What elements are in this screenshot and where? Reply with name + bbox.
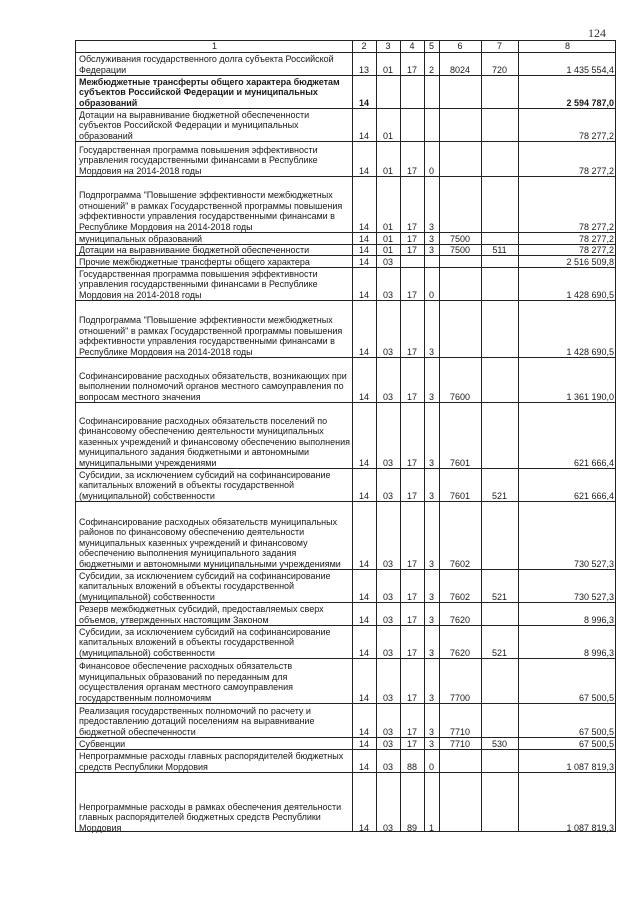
row-name: Субсидии, за исключением субсидий на софинансирование капитальных вложений в объекты государственной (муниципальной) собственности — [79, 469, 331, 501]
code-cell-c3: 03 — [382, 490, 393, 501]
code-cell-c6: 7620 — [449, 614, 471, 625]
amount-cell: 67 500,5 — [578, 692, 614, 703]
table-row — [76, 658, 615, 703]
code-cell-c2: 14 — [358, 692, 369, 703]
code-cell-c2: 14 — [358, 233, 369, 244]
code-cell-c3: 01 — [382, 245, 393, 255]
budget-table — [75, 40, 616, 832]
code-cell-c3: 03 — [382, 726, 393, 737]
row-name: Подпрограмма "Повышение эффективности межбюджетных отношений" в рамках Государственной программы повышения эффективности управления государственными финансами в Республике Мордовия на 2014-2018 годы — [79, 315, 343, 357]
row-name-cell — [76, 738, 352, 749]
code-cell-c2: 14 — [358, 221, 369, 232]
code-cell-c3: 01 — [382, 165, 393, 176]
row-name: Непрограммные расходы в рамках обеспечения деятельности главных распорядителей бюджетных средств Республики Мордовия — [79, 801, 342, 833]
code-cell-c3: 03 — [382, 457, 393, 468]
amount-cell: 78 277,2 — [578, 233, 614, 244]
amount-cell: 78 277,2 — [578, 165, 614, 176]
code-cell-c6: 7600 — [449, 391, 471, 402]
row-name-cell — [76, 704, 352, 737]
code-cell-c2: 14 — [358, 289, 369, 300]
code-cell-c2: 14 — [358, 822, 369, 833]
code-cell-c4: 17 — [406, 738, 417, 749]
row-name-cell — [76, 256, 352, 267]
code-cell-c7 — [481, 704, 518, 737]
table-row — [76, 402, 615, 468]
table-row — [76, 357, 615, 402]
table-row — [76, 108, 615, 141]
row-name-cell — [76, 626, 352, 658]
code-cell-c6 — [439, 268, 481, 300]
table-row — [76, 232, 615, 244]
amount-cell: 621 666,4 — [573, 457, 614, 468]
row-name: муниципальных образований — [79, 233, 203, 244]
code-cell-c7: 521 — [491, 591, 508, 602]
code-cell-c3: 03 — [382, 289, 393, 300]
code-cell-c7 — [481, 403, 518, 468]
code-cell-c5: 3 — [428, 221, 434, 232]
amount-cell: 8 996,3 — [583, 614, 614, 625]
code-cell-c6: 7620 — [449, 647, 471, 658]
code-cell-c4 — [400, 76, 424, 108]
table-row — [76, 176, 615, 232]
amount-cell: 1 428 690,5 — [566, 346, 614, 357]
row-name-cell — [76, 301, 352, 357]
code-cell-c2: 14 — [358, 130, 369, 141]
amount-cell: 730 527,3 — [573, 591, 614, 602]
row-name-cell — [76, 76, 352, 108]
row-name: Дотации на выравнивание бюджетной обеспеченности — [79, 245, 310, 255]
code-cell-c7 — [481, 502, 518, 569]
amount-cell: 1 428 690,5 — [566, 289, 614, 300]
code-cell-c6 — [439, 76, 481, 108]
code-cell-c6 — [439, 142, 481, 176]
row-name: Подпрограмма "Повышение эффективности межбюджетных отношений" в рамках Государственной программы повышения эффективности управления государственными финансами в Республике Мордовия на 2014-2018 годы — [79, 190, 343, 232]
amount-cell: 78 277,2 — [578, 245, 614, 255]
code-cell-c3: 03 — [382, 738, 393, 749]
code-cell-c2: 14 — [358, 761, 369, 772]
code-cell-c3: 03 — [382, 391, 393, 402]
table-row — [76, 267, 615, 300]
code-cell-c2: 13 — [358, 64, 369, 75]
row-name-cell — [76, 502, 352, 569]
code-cell-c4: 17 — [406, 490, 417, 501]
code-cell-c7 — [481, 659, 518, 703]
code-cell-c2: 14 — [358, 490, 369, 501]
amount-cell: 8 996,3 — [583, 647, 614, 658]
table-row — [76, 75, 615, 108]
row-name: Государственная программа повышения эффективности управления государственными финансами в Республике Мордовия на 2014-2018 годы — [79, 268, 318, 300]
code-cell-c4: 89 — [406, 822, 417, 833]
code-cell-c4: 17 — [406, 614, 417, 625]
amount-cell: 67 500,5 — [578, 738, 614, 749]
code-cell-c3: 03 — [382, 256, 393, 267]
code-cell-c5: 0 — [428, 165, 434, 176]
column-header: 5 — [428, 41, 434, 52]
code-cell-c7: 530 — [491, 738, 508, 749]
code-cell-c5: 0 — [428, 761, 434, 772]
row-name-cell — [76, 469, 352, 501]
code-cell-c6 — [439, 301, 481, 357]
code-cell-c4: 17 — [406, 346, 417, 357]
code-cell-c3: 01 — [382, 64, 393, 75]
row-name-cell — [76, 750, 352, 772]
page-number: 124 — [588, 26, 606, 40]
code-cell-c3: 03 — [382, 761, 393, 772]
code-cell-c6: 7601 — [449, 490, 471, 501]
code-cell-c3: 01 — [382, 221, 393, 232]
table-row — [76, 468, 615, 501]
code-cell-c7 — [481, 603, 518, 625]
row-name-cell — [76, 659, 352, 703]
code-cell-c3: 03 — [382, 822, 393, 833]
code-cell-c2: 14 — [358, 97, 369, 108]
code-cell-c4: 17 — [406, 647, 417, 658]
code-cell-c7 — [481, 109, 518, 141]
code-cell-c7 — [481, 142, 518, 176]
row-name: Государственная программа повышения эффективности управления государственными финансами в Республике Мордовия на 2014-2018 годы — [79, 144, 318, 176]
row-name-cell — [76, 53, 352, 75]
code-cell-c4: 17 — [406, 457, 417, 468]
code-cell-c5: 3 — [428, 726, 434, 737]
table-row — [76, 749, 615, 772]
code-cell-c3: 03 — [382, 614, 393, 625]
code-cell-c2: 14 — [358, 457, 369, 468]
row-name-cell — [76, 245, 352, 255]
code-cell-c4: 17 — [406, 692, 417, 703]
code-cell-c4: 88 — [406, 761, 417, 772]
table-row — [76, 501, 615, 569]
amount-cell: 78 277,2 — [578, 130, 614, 141]
code-cell-c5 — [424, 109, 439, 141]
row-name: Финансовое обеспечение расходных обязательств муниципальных образований по переданным для осуществления органам местного самоуправления государственным полномочиям — [79, 661, 293, 703]
code-cell-c5: 3 — [428, 490, 434, 501]
code-cell-c5: 3 — [428, 591, 434, 602]
row-name-cell — [76, 142, 352, 176]
table-row — [76, 569, 615, 602]
code-cell-c7 — [481, 301, 518, 357]
row-name: Софинансирование расходных обязательств, возникающих при выполнении полномочий органов местного самоуправления по вопросам местного значения — [79, 370, 347, 402]
code-cell-c6 — [439, 109, 481, 141]
table-row — [76, 602, 615, 625]
code-cell-c4: 17 — [406, 245, 417, 255]
code-cell-c3: 01 — [382, 130, 393, 141]
code-cell-c4: 17 — [406, 391, 417, 402]
code-cell-c4: 17 — [406, 726, 417, 737]
column-header: 4 — [409, 41, 415, 52]
table-row — [76, 255, 615, 267]
amount-cell: 67 500,5 — [578, 726, 614, 737]
row-name: Межбюджетные трансферты общего характера бюджетам субъектов Российской Федерации и муниципальных образований — [79, 76, 340, 108]
code-cell-c3: 03 — [382, 647, 393, 658]
row-name-cell — [76, 773, 352, 833]
code-cell-c2: 14 — [358, 738, 369, 749]
row-name: Субвенции — [79, 738, 126, 749]
code-cell-c6: 7602 — [449, 591, 471, 602]
code-cell-c5: 3 — [428, 245, 434, 255]
row-name: Дотации на выравнивание бюджетной обеспеченности субъектов Российской Федерации и муниципальных образований — [79, 109, 310, 141]
row-name-cell — [76, 403, 352, 468]
code-cell-c5 — [424, 256, 439, 267]
amount-cell: 1 361 190,0 — [566, 391, 614, 402]
code-cell-c5: 3 — [428, 558, 434, 569]
row-name: Резерв межбюджетных субсидий, предоставляемых сверх объемов, утвержденных настоящим Законом — [79, 604, 324, 625]
code-cell-c7: 521 — [491, 647, 508, 658]
code-cell-c5: 2 — [428, 64, 434, 75]
code-cell-c3: 03 — [382, 558, 393, 569]
table-header-row — [76, 41, 615, 52]
table-row — [76, 703, 615, 737]
code-cell-c5: 3 — [428, 391, 434, 402]
code-cell-c2: 14 — [358, 591, 369, 602]
amount-cell: 1 435 554,4 — [566, 64, 614, 75]
amount-cell: 1 087 819,3 — [566, 761, 614, 772]
row-name-cell — [76, 109, 352, 141]
table-row — [76, 625, 615, 658]
code-cell-c6: 7500 — [449, 245, 471, 255]
column-header: 8 — [564, 41, 570, 52]
row-name: Реализация государственных полномочий по расчету и предоставлению дотаций поселениям на выравнивание бюджетной обеспеченности — [79, 705, 315, 737]
column-header: 3 — [385, 41, 391, 52]
code-cell-c4: 17 — [406, 165, 417, 176]
code-cell-c2: 14 — [358, 391, 369, 402]
code-cell-c4: 17 — [406, 221, 417, 232]
code-cell-c7 — [481, 358, 518, 402]
code-cell-c4 — [400, 256, 424, 267]
code-cell-c7 — [481, 233, 518, 244]
column-header: 2 — [361, 41, 367, 52]
code-cell-c4: 17 — [406, 591, 417, 602]
table-row — [76, 141, 615, 176]
code-cell-c6: 7602 — [449, 558, 471, 569]
code-cell-c6: 7700 — [449, 692, 471, 703]
row-name-cell — [76, 268, 352, 300]
code-cell-c2: 14 — [358, 614, 369, 625]
code-cell-c3: 03 — [382, 591, 393, 602]
code-cell-c6: 7710 — [449, 738, 471, 749]
row-name: Софинансирование расходных обязательств поселений по финансовому обеспечению деятельности муниципальных казенных учреждений и финансовому обеспечению выполнения муниципального задания бюджетными и автономными муниципальными учреждениями — [79, 415, 350, 468]
code-cell-c5: 0 — [428, 289, 434, 300]
code-cell-c4: 17 — [406, 289, 417, 300]
row-name: Обслуживания государственного долга субъекта Российской Федерации — [79, 54, 334, 75]
code-cell-c5: 3 — [428, 457, 434, 468]
column-header: 7 — [496, 41, 502, 52]
table-row — [76, 737, 615, 749]
code-cell-c2: 14 — [358, 558, 369, 569]
code-cell-c5: 3 — [428, 346, 434, 357]
code-cell-c6: 7710 — [449, 726, 471, 737]
code-cell-c5: 1 — [428, 822, 434, 833]
code-cell-c5: 3 — [428, 233, 434, 244]
code-cell-c3: 03 — [382, 692, 393, 703]
code-cell-c2: 14 — [358, 245, 369, 255]
row-name: Софинансирование расходных обязательств муниципальных районов по финансовому обеспечению деятельности муниципальных казенных учреждений и финансовому обеспечению выполнения муниципального задания бюджетными и автономными муниципальными учреждениями — [79, 516, 341, 569]
code-cell-c7 — [481, 773, 518, 833]
code-cell-c7 — [481, 268, 518, 300]
code-cell-c4: 17 — [406, 64, 417, 75]
code-cell-c7 — [481, 256, 518, 267]
code-cell-c4: 17 — [406, 558, 417, 569]
code-cell-c7 — [481, 76, 518, 108]
amount-cell: 2 594 787,0 — [566, 97, 614, 108]
row-name: Непрограммные расходы главных распорядителей бюджетных средств Республики Мордовия — [79, 751, 344, 772]
code-cell-c5 — [424, 76, 439, 108]
code-cell-c6: 7500 — [449, 233, 471, 244]
row-name-cell — [76, 603, 352, 625]
code-cell-c3 — [376, 76, 400, 108]
table-row — [76, 52, 615, 75]
code-cell-c7 — [481, 750, 518, 772]
code-cell-c2: 14 — [358, 726, 369, 737]
amount-cell: 1 087 819,3 — [566, 822, 614, 833]
row-name-cell — [76, 358, 352, 402]
code-cell-c7 — [481, 177, 518, 232]
code-cell-c5: 3 — [428, 738, 434, 749]
code-cell-c4: 17 — [406, 233, 417, 244]
row-name-cell — [76, 233, 352, 244]
code-cell-c2: 14 — [358, 346, 369, 357]
code-cell-c7: 521 — [491, 490, 508, 501]
row-name-cell — [76, 177, 352, 232]
code-cell-c5: 3 — [428, 692, 434, 703]
amount-cell: 621 666,4 — [573, 490, 614, 501]
amount-cell: 730 527,3 — [573, 558, 614, 569]
code-cell-c6 — [439, 256, 481, 267]
amount-cell: 78 277,2 — [578, 221, 614, 232]
code-cell-c6: 8024 — [449, 64, 471, 75]
amount-cell: 2 516 509,8 — [566, 256, 614, 267]
code-cell-c6 — [439, 750, 481, 772]
code-cell-c7: 511 — [492, 245, 507, 255]
code-cell-c6: 7601 — [449, 457, 471, 468]
column-header: 6 — [457, 41, 463, 52]
code-cell-c6 — [439, 177, 481, 232]
code-cell-c2: 14 — [358, 165, 369, 176]
row-name: Прочие межбюджетные трансферты общего характера — [79, 256, 310, 267]
code-cell-c5: 3 — [428, 647, 434, 658]
row-name: Субсидии, за исключением субсидий на софинансирование капитальных вложений в объекты государственной (муниципальной) собственности — [79, 626, 331, 658]
table-row — [76, 772, 615, 833]
code-cell-c6 — [439, 773, 481, 833]
code-cell-c3: 01 — [382, 233, 393, 244]
code-cell-c5: 3 — [428, 614, 434, 625]
table-row — [76, 244, 615, 255]
row-name-cell — [76, 570, 352, 602]
code-cell-c4 — [400, 109, 424, 141]
code-cell-c2: 14 — [358, 256, 369, 267]
code-cell-c7: 720 — [491, 64, 508, 75]
column-header: 1 — [211, 41, 217, 52]
table-row — [76, 300, 615, 357]
code-cell-c2: 14 — [358, 647, 369, 658]
code-cell-c3: 03 — [382, 346, 393, 357]
row-name: Субсидии, за исключением субсидий на софинансирование капитальных вложений в объекты государственной (муниципальной) собственности — [79, 570, 331, 602]
